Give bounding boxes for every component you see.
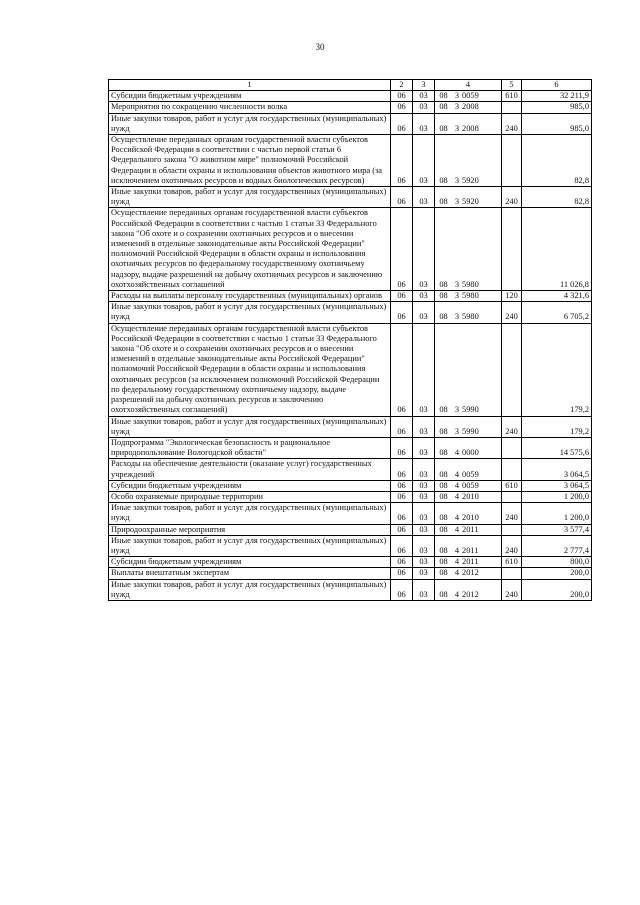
article-program: 08 xyxy=(439,197,448,207)
row-target-article xyxy=(435,568,502,579)
row-subsection: 03 xyxy=(413,291,435,302)
row-target-article xyxy=(435,135,502,187)
article-program: 08 xyxy=(439,469,448,479)
table-row xyxy=(109,291,592,302)
row-target-article xyxy=(435,302,502,323)
row-expense-type xyxy=(502,491,522,502)
row-subsection: 03 xyxy=(413,323,435,416)
row-name: Субсидии бюджетным учреждениям xyxy=(109,557,391,568)
row-target-article xyxy=(435,535,502,556)
article-code: 5990 xyxy=(462,426,479,436)
article-code: 2011 xyxy=(462,524,479,534)
article-program: 08 xyxy=(439,589,448,599)
budget-table xyxy=(108,79,592,601)
article-program: 08 xyxy=(439,291,448,301)
table-header-row xyxy=(109,80,592,91)
page-number: 30 xyxy=(315,42,325,52)
table-row xyxy=(109,503,592,524)
row-target-article xyxy=(435,524,502,535)
row-amount: 11 026,8 xyxy=(522,208,592,291)
article-subprogram: 4 xyxy=(454,513,460,523)
article-code: 2008 xyxy=(462,102,479,112)
table-row xyxy=(109,535,592,556)
article-program: 08 xyxy=(439,545,448,555)
article-program: 08 xyxy=(439,524,448,534)
row-subsection: 03 xyxy=(413,491,435,502)
row-target-article xyxy=(435,291,502,302)
table-row xyxy=(109,302,592,323)
row-subsection: 03 xyxy=(413,91,435,102)
row-expense-type xyxy=(502,437,522,458)
row-section: 06 xyxy=(391,524,413,535)
article-subprogram: 4 xyxy=(454,491,460,501)
article-subprogram: 4 xyxy=(454,480,460,490)
row-amount: 1 200,0 xyxy=(522,491,592,502)
article-code: 5920 xyxy=(462,197,479,207)
row-amount: 82,8 xyxy=(522,187,592,208)
row-expense-type: 240 xyxy=(502,113,522,134)
table-row xyxy=(109,557,592,568)
row-section: 06 xyxy=(391,568,413,579)
row-section: 06 xyxy=(391,113,413,134)
table-row xyxy=(109,113,592,134)
row-expense-type xyxy=(502,459,522,480)
row-subsection: 03 xyxy=(413,113,435,134)
row-expense-type xyxy=(502,135,522,187)
row-target-article xyxy=(435,437,502,458)
article-code: 5980 xyxy=(462,291,479,301)
article-subprogram: 3 xyxy=(454,279,460,289)
article-code: 5980 xyxy=(462,279,479,289)
article-subprogram: 3 xyxy=(454,102,460,112)
row-subsection: 03 xyxy=(413,503,435,524)
header-col-3: 3 xyxy=(413,80,435,91)
row-section: 06 xyxy=(391,535,413,556)
row-subsection: 03 xyxy=(413,208,435,291)
row-section: 06 xyxy=(391,135,413,187)
row-target-article xyxy=(435,91,502,102)
table-row xyxy=(109,323,592,416)
table-row xyxy=(109,459,592,480)
table-row xyxy=(109,480,592,491)
row-section: 06 xyxy=(391,459,413,480)
header-col-1: 1 xyxy=(109,80,391,91)
article-code: 0059 xyxy=(462,480,479,490)
article-code: 5990 xyxy=(462,405,479,415)
row-expense-type xyxy=(502,208,522,291)
row-section: 06 xyxy=(391,302,413,323)
article-code: 2012 xyxy=(462,568,479,578)
article-code: 2012 xyxy=(462,589,479,599)
row-section: 06 xyxy=(391,102,413,113)
article-subprogram: 4 xyxy=(454,557,460,567)
article-code: 5920 xyxy=(462,175,479,185)
row-name: Иные закупки товаров, работ и услуг для государственных (муниципальных) нужд xyxy=(109,535,391,556)
article-code: 2008 xyxy=(462,123,479,133)
row-target-article xyxy=(435,503,502,524)
row-expense-type: 120 xyxy=(502,291,522,302)
row-expense-type xyxy=(502,568,522,579)
row-name: Особо охраняемые природные территории xyxy=(109,491,391,502)
header-col-2: 2 xyxy=(391,80,413,91)
row-target-article xyxy=(435,459,502,480)
row-subsection: 03 xyxy=(413,480,435,491)
article-subprogram: 4 xyxy=(454,469,460,479)
table-row xyxy=(109,579,592,600)
article-subprogram: 4 xyxy=(454,448,460,458)
row-subsection: 03 xyxy=(413,302,435,323)
article-program: 08 xyxy=(439,91,448,101)
article-subprogram: 3 xyxy=(454,405,460,415)
article-subprogram: 4 xyxy=(454,545,460,555)
row-expense-type: 240 xyxy=(502,187,522,208)
article-code: 2011 xyxy=(462,557,479,567)
row-subsection: 03 xyxy=(413,416,435,437)
row-amount: 179,2 xyxy=(522,323,592,416)
table-row xyxy=(109,102,592,113)
row-amount: 3 064,5 xyxy=(522,480,592,491)
article-code: 2010 xyxy=(462,491,479,501)
table-row xyxy=(109,91,592,102)
row-amount: 985,0 xyxy=(522,102,592,113)
row-name: Субсидии бюджетным учреждениям xyxy=(109,91,391,102)
row-expense-type xyxy=(502,102,522,113)
row-expense-type: 610 xyxy=(502,91,522,102)
row-amount: 3 577,4 xyxy=(522,524,592,535)
row-target-article xyxy=(435,102,502,113)
row-target-article xyxy=(435,491,502,502)
article-subprogram: 3 xyxy=(454,426,460,436)
article-code: 0059 xyxy=(462,91,479,101)
row-target-article xyxy=(435,323,502,416)
row-amount: 200,0 xyxy=(522,579,592,600)
table-row xyxy=(109,208,592,291)
article-subprogram: 3 xyxy=(454,197,460,207)
article-program: 08 xyxy=(439,405,448,415)
row-amount: 800,0 xyxy=(522,557,592,568)
row-amount: 1 200,0 xyxy=(522,503,592,524)
row-subsection: 03 xyxy=(413,524,435,535)
row-amount: 179,2 xyxy=(522,416,592,437)
row-section: 06 xyxy=(391,480,413,491)
row-subsection: 03 xyxy=(413,459,435,480)
article-subprogram: 3 xyxy=(454,91,460,101)
row-name: Иные закупки товаров, работ и услуг для государственных (муниципальных) нужд xyxy=(109,416,391,437)
header-col-5: 5 xyxy=(502,80,522,91)
row-expense-type xyxy=(502,323,522,416)
article-subprogram: 4 xyxy=(454,589,460,599)
table-row xyxy=(109,568,592,579)
article-program: 08 xyxy=(439,557,448,567)
row-amount: 200,0 xyxy=(522,568,592,579)
row-name: Иные закупки товаров, работ и услуг для государственных (муниципальных) нужд xyxy=(109,302,391,323)
article-program: 08 xyxy=(439,312,448,322)
row-section: 06 xyxy=(391,323,413,416)
article-program: 08 xyxy=(439,175,448,185)
row-section: 06 xyxy=(391,416,413,437)
row-name: Иные закупки товаров, работ и услуг для государственных (муниципальных) нужд xyxy=(109,579,391,600)
row-name: Субсидии бюджетным учреждениям xyxy=(109,480,391,491)
row-name: Осуществление переданных органам государственной власти субъектов Российской Федерации в соответствии с частью 1 статьи 33 Федерального закона "Об охоте и о сохранении охотничьих ресурсов и о внесении изменений в отдельные законодательные акты Российской Федерации" полномочий Российской Федерации в области охраны и использования охотничьих ресурсов (за исключением полномочий Российской Федерации по федеральному государственному охотничьему надзору, выдаче разрешений на добычу охотничьих ресурсов и заключению охотхозяйственных соглашений) xyxy=(109,323,391,416)
article-program: 08 xyxy=(439,123,448,133)
article-code: 0000 xyxy=(462,448,479,458)
row-target-article xyxy=(435,480,502,491)
row-expense-type: 610 xyxy=(502,480,522,491)
row-section: 06 xyxy=(391,187,413,208)
row-expense-type: 240 xyxy=(502,302,522,323)
article-code: 2011 xyxy=(462,545,479,555)
row-target-article xyxy=(435,557,502,568)
article-program: 08 xyxy=(439,513,448,523)
table-row xyxy=(109,416,592,437)
article-subprogram: 3 xyxy=(454,123,460,133)
row-expense-type: 240 xyxy=(502,535,522,556)
row-subsection: 03 xyxy=(413,187,435,208)
row-subsection: 03 xyxy=(413,535,435,556)
row-section: 06 xyxy=(391,291,413,302)
row-target-article xyxy=(435,416,502,437)
row-amount: 3 064,5 xyxy=(522,459,592,480)
row-subsection: 03 xyxy=(413,557,435,568)
row-section: 06 xyxy=(391,503,413,524)
row-amount: 2 777,4 xyxy=(522,535,592,556)
row-target-article xyxy=(435,208,502,291)
row-section: 06 xyxy=(391,491,413,502)
header-col-4: 4 xyxy=(435,80,502,91)
table-row xyxy=(109,491,592,502)
row-subsection: 03 xyxy=(413,135,435,187)
row-expense-type: 240 xyxy=(502,503,522,524)
row-name: Иные закупки товаров, работ и услуг для государственных (муниципальных) нужд xyxy=(109,187,391,208)
row-amount: 82,8 xyxy=(522,135,592,187)
article-subprogram: 3 xyxy=(454,291,460,301)
row-target-article xyxy=(435,187,502,208)
article-code: 2010 xyxy=(462,513,479,523)
row-expense-type: 240 xyxy=(502,416,522,437)
row-section: 06 xyxy=(391,557,413,568)
article-program: 08 xyxy=(439,491,448,501)
row-name: Расходы на обеспечение деятельности (оказание услуг) государственных учреждений xyxy=(109,459,391,480)
row-name: Осуществление переданных органам государственной власти субъектов Российской Федерации в соответствии с частью первой статьи 6 Федерального закона "О животном мире" полномочий Российской Федерации в области охраны и использования объектов животного мира (за исключением охотничьих ресурсов и водных биологических ресурсов) xyxy=(109,135,391,187)
row-amount: 14 575,6 xyxy=(522,437,592,458)
row-amount: 32 211,9 xyxy=(522,91,592,102)
article-program: 08 xyxy=(439,279,448,289)
row-expense-type xyxy=(502,524,522,535)
row-name: Расходы на выплаты персоналу государственных (муниципальных) органов xyxy=(109,291,391,302)
row-target-article xyxy=(435,113,502,134)
header-col-6: 6 xyxy=(522,80,592,91)
row-name: Природоохранные мероприятия xyxy=(109,524,391,535)
row-name: Мероприятия по сокращению численности волка xyxy=(109,102,391,113)
row-section: 06 xyxy=(391,208,413,291)
article-subprogram: 4 xyxy=(454,568,460,578)
row-subsection: 03 xyxy=(413,568,435,579)
budget-table-body xyxy=(109,80,592,601)
table-row xyxy=(109,437,592,458)
article-program: 08 xyxy=(439,480,448,490)
article-subprogram: 3 xyxy=(454,175,460,185)
table-row xyxy=(109,524,592,535)
row-section: 06 xyxy=(391,579,413,600)
row-name: Выплаты внештатным экспертам xyxy=(109,568,391,579)
row-name: Иные закупки товаров, работ и услуг для государственных (муниципальных) нужд xyxy=(109,503,391,524)
row-amount: 4 321,6 xyxy=(522,291,592,302)
article-code: 5980 xyxy=(462,312,479,322)
article-code: 0059 xyxy=(462,469,479,479)
row-section: 06 xyxy=(391,437,413,458)
row-subsection: 03 xyxy=(413,579,435,600)
article-subprogram: 4 xyxy=(454,524,460,534)
row-expense-type: 240 xyxy=(502,579,522,600)
row-subsection: 03 xyxy=(413,102,435,113)
row-target-article xyxy=(435,579,502,600)
row-amount: 985,0 xyxy=(522,113,592,134)
row-subsection: 03 xyxy=(413,437,435,458)
row-name: Осуществление переданных органам государственной власти субъектов Российской Федерации в соответствии с частью 1 статьи 33 Федерального закона "Об охоте и о сохранении охотничьих ресурсов и о внесении изменений в отдельные законодательные акты Российской Федерации" полномочий Российской Федерации в области охраны и использования охотничьих ресурсов по федеральному государственному охотничьему надзору, выдаче разрешений на добычу охотничьих ресурсов и заключению охотхозяйственных соглашений xyxy=(109,208,391,291)
article-program: 08 xyxy=(439,568,448,578)
table-row xyxy=(109,135,592,187)
article-program: 08 xyxy=(439,102,448,112)
article-program: 08 xyxy=(439,448,448,458)
article-program: 08 xyxy=(439,426,448,436)
row-section: 06 xyxy=(391,91,413,102)
row-amount: 6 705,2 xyxy=(522,302,592,323)
row-expense-type: 610 xyxy=(502,557,522,568)
row-name: Иные закупки товаров, работ и услуг для государственных (муниципальных) нужд xyxy=(109,113,391,134)
row-name: Подпрограмма "Экологическая безопасность и рациональное природопользование Вологодской области" xyxy=(109,437,391,458)
article-subprogram: 3 xyxy=(454,312,460,322)
table-row xyxy=(109,187,592,208)
